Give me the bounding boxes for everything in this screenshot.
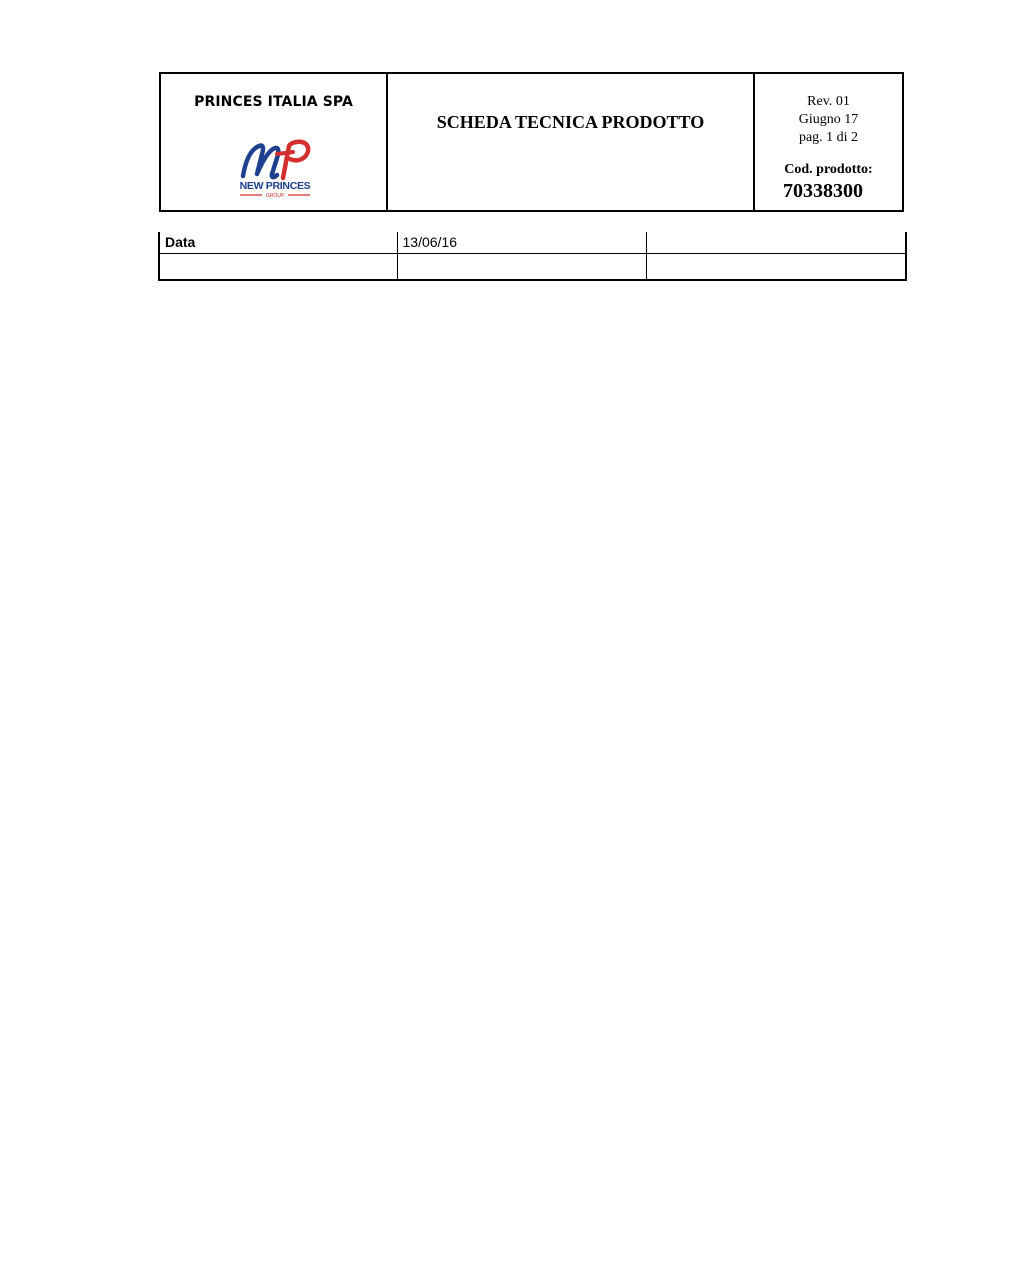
logo-text-line2: GROUP: [265, 193, 285, 199]
page-number: pag. 1 di 2: [798, 130, 859, 145]
table-cell: [646, 232, 906, 253]
table-cell: 13/06/16: [397, 232, 646, 253]
logo-text-line1: NEW PRINCES: [239, 180, 311, 192]
new-princes-group-logo: [237, 134, 313, 204]
revision-number: Rev. 01: [807, 94, 850, 109]
revision-info: [755, 93, 902, 147]
title-cell: [388, 74, 755, 210]
company-cell: [161, 74, 388, 210]
product-code-label: Cod. prodotto:: [784, 162, 873, 177]
revision-cell: [755, 74, 902, 210]
table-cell: Data: [159, 232, 397, 253]
table-row: [159, 253, 906, 280]
table-row: [159, 232, 906, 253]
table-cell: [397, 253, 646, 280]
company-name: PRINCES ITALIA SPA: [194, 94, 353, 110]
product-code: 70338300: [783, 180, 863, 202]
table-cell: [646, 253, 906, 280]
table-cell: [159, 253, 397, 280]
document-header: [159, 72, 904, 212]
document-title: SCHEDA TECNICA PRODOTTO: [436, 112, 705, 132]
revision-date: Giugno 17: [798, 112, 859, 127]
info-table: [158, 232, 907, 281]
